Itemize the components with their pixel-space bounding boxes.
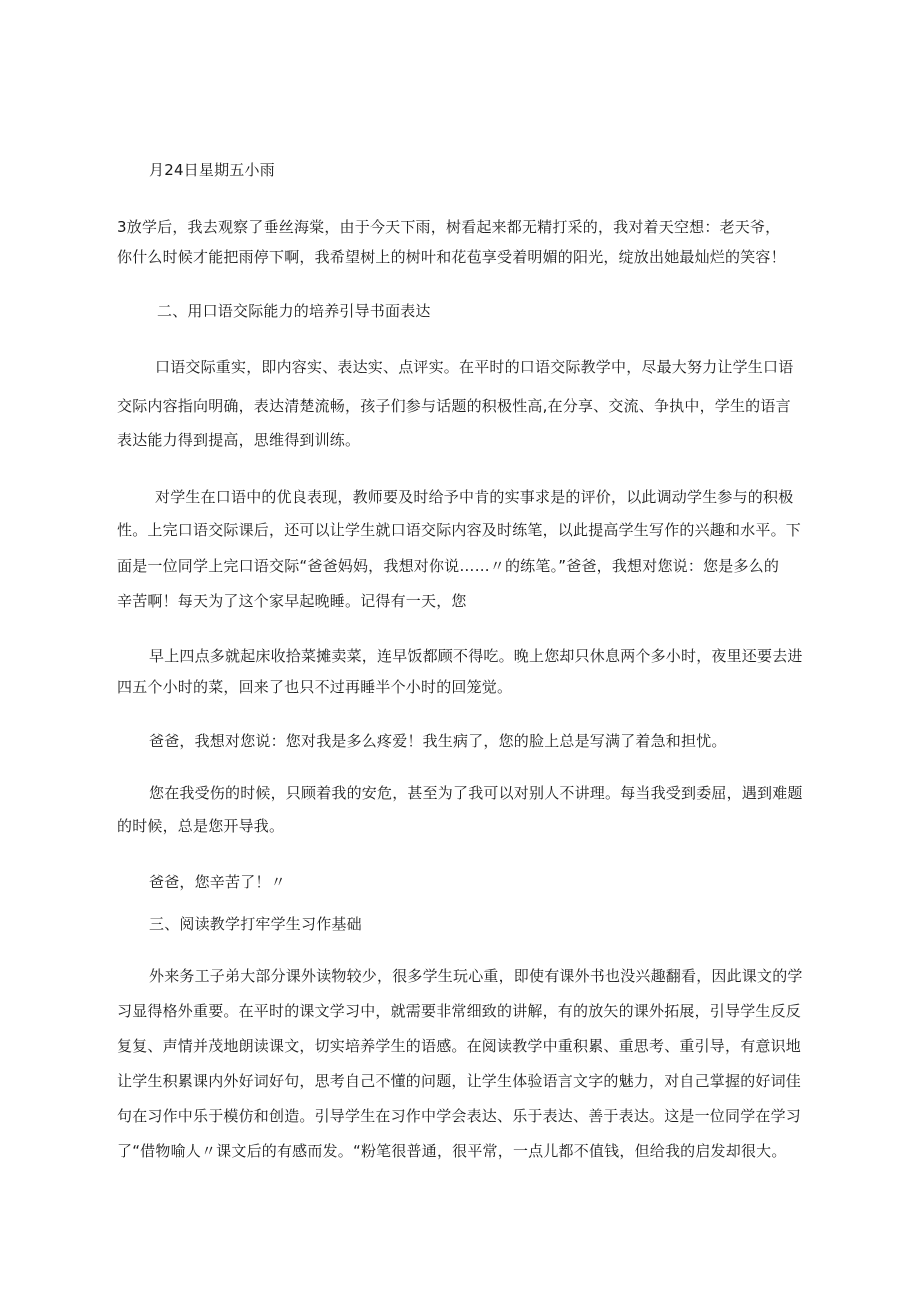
paragraph-line: 让学生积累课内外好词好句，思考自己不懂的问题，让学生体验语言文字的魅力，对自己掌握的好词佳 <box>117 1072 802 1090</box>
paragraph-line: 句在习作中乐于模仿和创造。引导学生在习作中学会表达、乐于表达、善于表达。这是一位同学在学习 <box>117 1107 802 1125</box>
paragraph-line: 表达能力得到提高，思维得到训练。 <box>117 431 361 449</box>
paragraph-line: 性。上完口语交际课后，还可以让学生就口语交际内容及时练笔，以此提高学生写作的兴趣和水平。下 <box>117 521 802 539</box>
paragraph-line: 早上四点多就起床收拾菜摊卖菜，连早饭都顾不得吃。晚上您却只休息两个多小时，夜里还要去进 <box>149 647 803 665</box>
section-heading: 二、用口语交际能力的培养引导书面表达 <box>157 302 431 320</box>
paragraph-line: 的时候，总是您开导我。 <box>117 817 285 835</box>
paragraph-line: 面是一位同学上完口语交际“爸爸妈妈，我想对你说……〃的练笔。”爸爸，我想对您说：您是多么的 <box>117 557 780 575</box>
paragraph-line: 您在我受伤的时候，只顾着我的安危，甚至为了我可以对别人不讲理。每当我受到委屈，遇到难题 <box>149 784 803 802</box>
paragraph-line: 外来务工子弟大部分课外读物较少，很多学生玩心重，即使有课外书也没兴趣翻看，因此课文的学 <box>149 967 803 985</box>
section-heading: 三、阅读教学打牢学生习作基础 <box>149 915 362 933</box>
paragraph-line: 口语交际重实，即内容实、表达实、点评实。在平时的口语交际教学中，尽最大努力让学生口语 <box>155 358 794 376</box>
paragraph-line: 了“借物喻人〃课文后的有感而发。“粉笔很普通，很平常，一点儿都不值钱，但给我的启发却很大。 <box>117 1142 787 1160</box>
paragraph-line: 习显得格外重要。在平时的课文学习中，就需要非常细致的讲解，有的放矢的课外拓展，引导学生反反 <box>117 1002 802 1020</box>
paragraph-line: 辛苦啊！每天为了这个家早起晚睡。记得有一天，您 <box>117 592 467 610</box>
date-line: 月24日星期五小雨 <box>149 161 275 179</box>
paragraph-line: 四五个小时的菜，回来了也只不过再睡半个小时的回笼觉。 <box>117 678 513 696</box>
paragraph-line: 复复、声情并茂地朗读课文，切实培养学生的语感。在阅读教学中重积累、重思考、重引导，有意识地 <box>117 1037 802 1055</box>
paragraph-line: 爸爸，我想对您说：您对我是多么疼爱！我生病了，您的脸上总是写满了着急和担忧。 <box>149 732 727 750</box>
paragraph-line: 3放学后，我去观察了垂丝海棠，由于今天下雨，树看起来都无精打采的，我对着天空想：老天爷， <box>117 218 781 236</box>
paragraph-line: 爸爸，您辛苦了！〃 <box>149 873 286 891</box>
paragraph-line: 交际内容指向明确，表达清楚流畅，孩子们参与话题的积极性高,在分享、交流、争执中，学生的语言 <box>117 397 791 415</box>
paragraph-line: 你什么时候才能把雨停下啊，我希望树上的树叶和花苞享受着明媚的阳光，绽放出她最灿烂的笑容！ <box>117 248 786 266</box>
paragraph-line: 对学生在口语中的优良表现，教师要及时给予中肯的实事求是的评价，以此调动学生参与的积极 <box>155 488 794 506</box>
